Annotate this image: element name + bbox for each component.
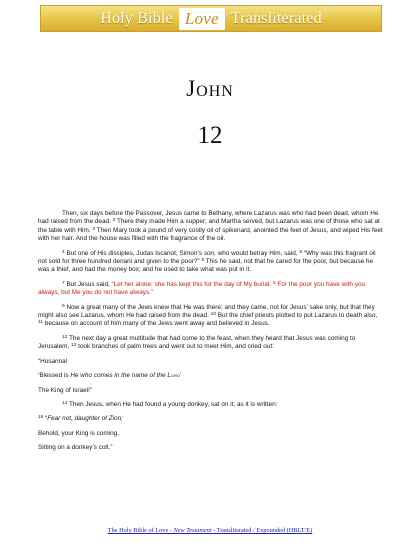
verse-text: Then, six days before the Passover, Jesus came to Bethany, where Lazarus was who had been dead, whom He had raised from the dead. [38,210,379,226]
verse-number: 3 [92,226,96,232]
words-of-jesus: For the poor you have with you always, but Me you do not have always.” [38,280,366,297]
verse-number: 12 [62,334,68,340]
poetry-line: ‘Blessed is He who comes in the name of the Lord’ [38,372,182,380]
footer-link[interactable]: The Holy Bible of Love - New Testament - Transliterated / Expounded (HBLT/E) [107,527,313,534]
banner-title-right: Transliterated [230,9,322,27]
verse-text: “Why was this fragrant oil not sold for three hundred denarii and given to the poor?” [38,249,376,266]
paragraph [38,250,383,275]
scripture-text [38,210,383,459]
verse-text: But the chief priests plotted to put Lazarus to death also, [217,312,378,320]
verse-number: 4 [62,249,65,255]
verse-number: 5 [299,249,303,255]
verse-text: who would betray Him, said, [217,249,298,257]
verse-text: There they made Him a supper; and Martha served, but Lazarus was one of those who sat at the table with Him. [38,218,380,234]
verse-text: But Jesus said, [66,280,110,288]
italic-phrase: Fear not, daughter of Zion; [47,415,123,423]
book-title: John [186,76,234,101]
verse-number: 9 [62,303,65,309]
verse-number: 8 [272,280,276,286]
banner-love-word: Love [179,8,225,30]
verse-text: Then Jesus, when He had found a young donkey, sat on it; as it is written: [69,400,278,408]
verse-number: 7 [62,280,65,286]
words-of-jesus: “Let her alone; she has kept this for the day of My burial. [111,280,272,288]
poetry-line: Behold, your King is coming, [38,429,119,437]
verse-text: Now a great many of the Jews knew that He was there; and they came, not for Jesus’ sake only, but that they might also see Lazarus, whom He had raised from the dead. [38,303,375,320]
poetry-line: “Hosanna! [38,357,68,365]
verse-text: because on account of him many of the Jews went away and believed in Jesus. [44,320,270,328]
italic-phrase: He who comes in the name of the Lord [70,372,180,380]
verse-number: 2 [112,218,116,224]
verse-text: Then Mary took a pound of very costly oil of spikenard, anointed the feet of Jesus, and wiped His feet with her hair. And the house was filled with the fragrance of the oil. [38,226,383,243]
verse-text: But one of His disciples, Judas Iscariot, Simon’s [66,249,203,257]
poetry-line: Sitting on a donkey’s colt.” [38,444,113,452]
verse-text: The next day a great multitude that had come to the feast, when they heard that Jesus was coming to Jerusalem, [38,334,356,351]
banner-title-left: Holy Bible [100,9,173,27]
paragraph [38,335,383,352]
footer-italic: New Testament [173,527,212,534]
verse-number: 14 [62,400,68,406]
verse-number: 10 [210,312,216,318]
lord-smallcaps: Lord [167,372,180,380]
verse-text: took branches of palm trees and went out to meet Him, and cried out: [78,343,274,351]
verse-number: 6 [201,258,205,264]
paragraph [38,401,383,409]
header-banner [40,5,382,32]
chapter-number: 12 [197,122,223,149]
poetry-line: The King of Israel!” [38,386,92,394]
italic-word: son, [203,249,216,257]
verse-number: 15 [38,415,44,421]
verse-text: This he said, not that he cared for the poor, but because he was a thief, and had the money box; and he used to take what was put in it. [38,258,374,274]
paragraph [38,210,383,244]
poetry-line: $^{15}$ “Fear not, daughter of Zion; [38,415,123,423]
paragraph [38,281,383,298]
paragraph [38,304,383,329]
verse-number: 13 [71,343,77,349]
verse-number: 11 [38,320,43,326]
